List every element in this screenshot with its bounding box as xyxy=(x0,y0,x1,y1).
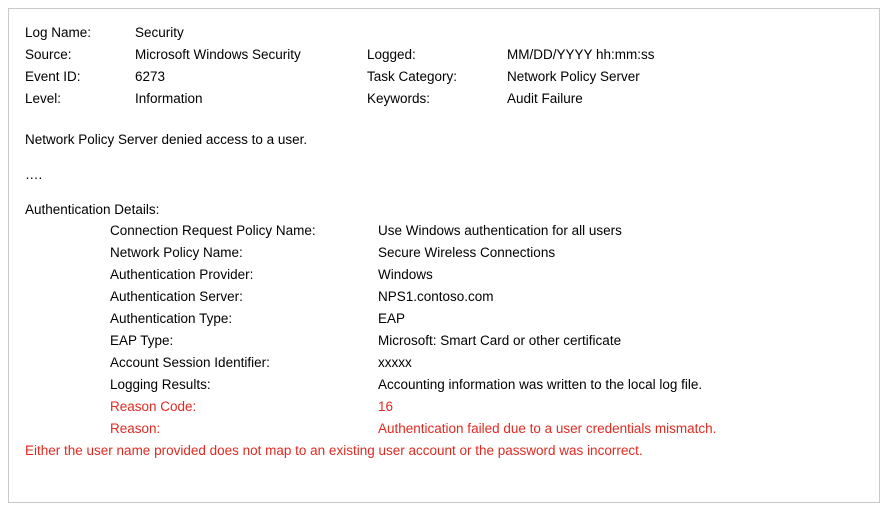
spacer-after-summary xyxy=(25,149,863,165)
level-label: Level: xyxy=(25,91,62,106)
detail-value-logging-results: Accounting information was written to the local log file. xyxy=(378,377,703,392)
ellipsis-text: …. xyxy=(25,167,43,182)
log-name-label: Log Name: xyxy=(25,25,92,40)
keywords-value: Audit Failure xyxy=(507,91,583,106)
level-value: Information xyxy=(135,91,203,106)
header-row-0-label-2 xyxy=(367,23,507,42)
source-label: Source: xyxy=(25,47,72,62)
event-header-grid xyxy=(25,23,863,108)
authentication-details-title: Authentication Details: xyxy=(25,202,160,217)
spacer-after-header xyxy=(25,108,863,130)
detail-label-connection-request-policy-name: Connection Request Policy Name: xyxy=(110,223,316,238)
event-id-value: 6273 xyxy=(135,69,166,84)
detail-value-authentication-provider: Windows xyxy=(378,267,433,282)
keywords-label: Keywords: xyxy=(367,91,431,106)
detail-label-eap-type: EAP Type: xyxy=(110,333,174,348)
detail-label-logging-results: Logging Results: xyxy=(110,377,211,392)
detail-value-account-session-identifier: xxxxx xyxy=(378,355,412,370)
detail-label-authentication-provider: Authentication Provider: xyxy=(110,267,254,282)
task-category-value: Network Policy Server xyxy=(507,69,640,84)
source-value: Microsoft Windows Security xyxy=(135,47,301,62)
detail-value-connection-request-policy-name: Use Windows authentication for all users xyxy=(378,223,622,238)
spacer-after-ellipsis xyxy=(25,184,863,200)
task-category-label: Task Category: xyxy=(367,69,458,84)
detail-label-authentication-type: Authentication Type: xyxy=(110,311,233,326)
logged-value: MM/DD/YYYY hh:mm:ss xyxy=(507,47,655,62)
detail-value-reason-code: 16 xyxy=(378,399,394,414)
detail-label-authentication-server: Authentication Server: xyxy=(110,289,243,304)
detail-value-reason: Authentication failed due to a user credentials mismatch. xyxy=(378,421,717,436)
detail-value-authentication-type: EAP xyxy=(378,311,406,326)
detail-label-reason: Reason: xyxy=(110,421,161,436)
detail-value-network-policy-name: Secure Wireless Connections xyxy=(378,245,556,260)
logged-label: Logged: xyxy=(367,47,416,62)
detail-label-network-policy-name: Network Policy Name: xyxy=(110,245,243,260)
header-row-0-value-2 xyxy=(507,23,863,42)
authentication-details-grid xyxy=(110,221,863,439)
detail-label-reason-code: Reason Code: xyxy=(110,399,197,414)
error-explanation-text: Either the user name provided does not map to an existing user account or the password was incorrect. xyxy=(25,443,643,458)
log-name-value: Security xyxy=(135,25,184,40)
detail-label-account-session-identifier: Account Session Identifier: xyxy=(110,355,270,370)
event-log-panel xyxy=(8,8,880,503)
detail-value-authentication-server: NPS1.contoso.com xyxy=(378,289,494,304)
event-id-label: Event ID: xyxy=(25,69,81,84)
event-summary-text: Network Policy Server denied access to a user. xyxy=(25,132,308,147)
detail-value-eap-type: Microsoft: Smart Card or other certificate xyxy=(378,333,622,348)
